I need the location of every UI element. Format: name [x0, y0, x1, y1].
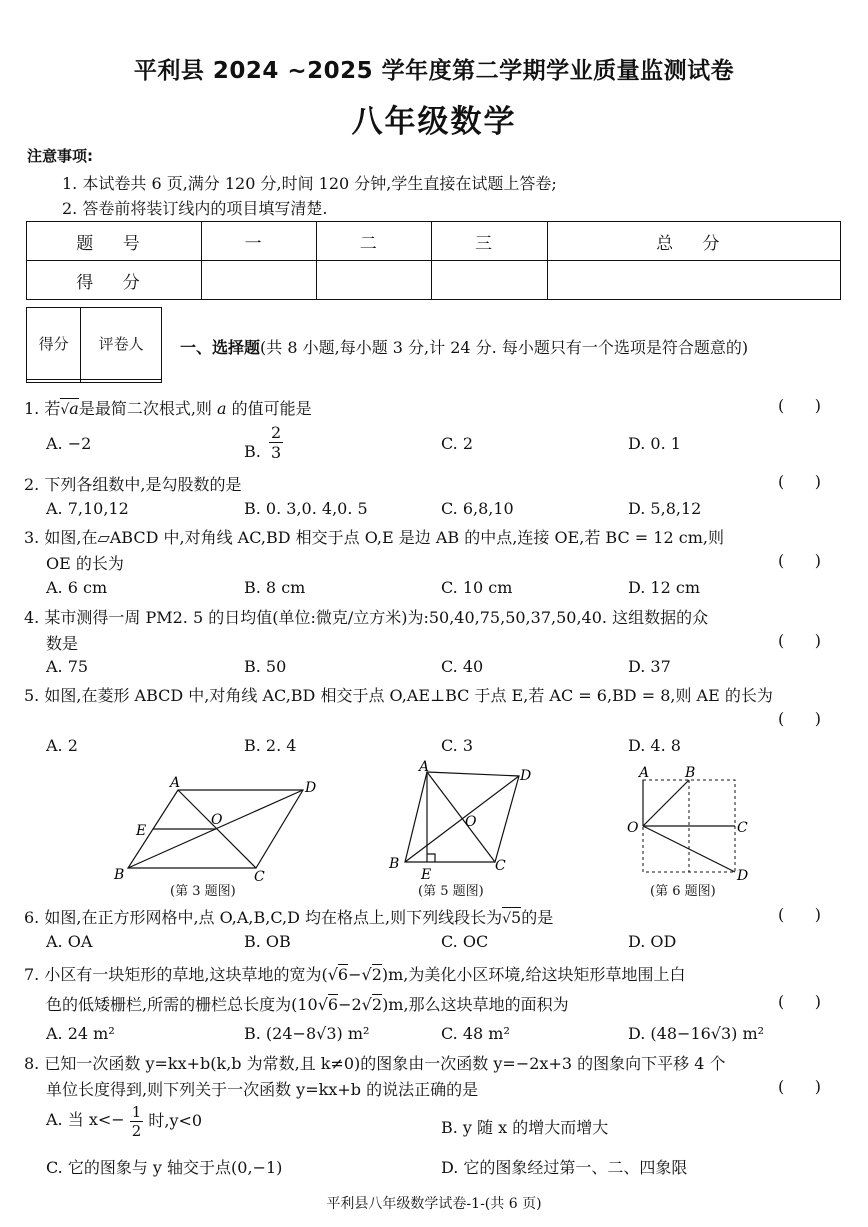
question-7-line-2: [46, 992, 569, 1015]
score-cell[interactable]: [547, 261, 840, 300]
q3-option-c[interactable]: C. 10 cm: [441, 578, 513, 597]
q8-option-a-pre: A. 当 x<−: [46, 1110, 125, 1129]
grader-name-cell[interactable]: [81, 379, 162, 382]
answer-bracket[interactable]: ( ): [778, 992, 821, 1011]
label-c: C: [737, 820, 748, 836]
figure-6-caption: (第 6 题图): [650, 884, 716, 899]
expr-sqrt6-minus-sqrt2: √6−√2: [327, 965, 382, 984]
figure-3-lines: [128, 790, 303, 868]
q1-text-pre: 1. 若: [24, 399, 61, 418]
sqrt-5: √5: [502, 908, 522, 927]
q6-option-d[interactable]: D. OD: [628, 932, 677, 951]
label-b: B: [389, 856, 400, 872]
fraction-numerator: 2: [270, 423, 282, 442]
q2-option-c[interactable]: C. 6,8,10: [441, 499, 514, 518]
figure-5-rhombus: [383, 758, 543, 882]
score-table-header-row: [27, 222, 841, 261]
q3-option-a[interactable]: A. 6 cm: [46, 578, 108, 597]
answer-bracket[interactable]: ( ): [778, 631, 821, 650]
answer-bracket[interactable]: ( ): [778, 551, 821, 570]
label-d: D: [520, 768, 532, 784]
q2-option-a[interactable]: A. 7,10,12: [46, 499, 129, 518]
q1-option-c[interactable]: C. 2: [441, 434, 474, 453]
q2-option-b[interactable]: B. 0. 3,0. 4,0. 5: [244, 499, 368, 518]
q4-option-c[interactable]: C. 40: [441, 657, 484, 676]
score-header-cell: 一: [202, 222, 317, 261]
q6-option-c[interactable]: C. OC: [441, 932, 489, 951]
q8-option-a-post: 时,y<0: [148, 1111, 203, 1130]
label-e: E: [136, 823, 147, 839]
grader-score-label: 得分: [27, 308, 81, 380]
q1-option-b-label: B.: [244, 442, 261, 461]
q4-option-a[interactable]: A. 75: [46, 657, 89, 676]
q6-text-pre: 6. 如图,在正方形网格中,点 O,A,B,C,D 均在格点上,则下列线段长为: [24, 908, 503, 927]
label-o: O: [211, 812, 223, 828]
label-c: C: [254, 869, 265, 882]
page-footer: 平利县八年级数学试卷-1-(共 6 页): [326, 1196, 542, 1212]
figure-6-grid: [623, 760, 763, 884]
q7-option-d[interactable]: D. (48−16√3) m²: [628, 1024, 765, 1043]
section-description: (共 8 小题,每小题 3 分,计 24 分. 每小题只有一个选项是符合题意的): [260, 338, 749, 357]
grader-box: [26, 307, 162, 383]
exam-subtitle: 八年级数学: [351, 104, 517, 140]
q5-option-c[interactable]: C. 3: [441, 736, 474, 755]
sqrt-a: √a: [60, 399, 79, 418]
q7-line1-pre: 7. 小区有一块矩形的草地,这块草地的宽为(: [24, 965, 328, 984]
question-5-line-1: 5. 如图,在菱形 ABCD 中,对角线 AC,BD 相交于点 O,AE⊥BC 于点 E,若 AC = 6,BD = 8,则 AE 的长为: [24, 686, 773, 705]
label-o: O: [465, 814, 477, 830]
q1-option-a[interactable]: A. −2: [46, 434, 92, 453]
score-table: [26, 221, 841, 300]
section-name: 一、选择题: [180, 338, 261, 357]
q1-var: a: [217, 399, 227, 418]
question-6: [24, 905, 553, 928]
label-a: A: [419, 759, 430, 775]
figure-3-caption: (第 3 题图): [170, 884, 236, 899]
fraction-denominator: 3: [270, 443, 282, 462]
question-3-line-1: 3. 如图,在▱ABCD 中,对角线 AC,BD 相交于点 O,E 是边 AB 的中点,连接 OE,若 BC = 12 cm,则: [24, 528, 724, 547]
answer-bracket[interactable]: ( ): [778, 472, 821, 491]
fraction-denominator: 2: [131, 1122, 142, 1140]
q2-option-d[interactable]: D. 5,8,12: [628, 499, 702, 518]
question-4-line-2: 数是: [46, 634, 79, 653]
q1-text-mid: 是最简二次根式,则: [78, 399, 218, 418]
segment-ob: [643, 780, 689, 826]
score-table-score-row: [27, 261, 841, 300]
exam-title: 平利县 2024 ~2025 学年度第二学期学业质量监测试卷: [133, 58, 735, 84]
fraction: [130, 1103, 144, 1140]
q8-option-d[interactable]: D. 它的图象经过第一、二、四象限: [441, 1158, 688, 1177]
q8-option-c[interactable]: C. 它的图象与 y 轴交于点(0,−1): [46, 1158, 283, 1177]
score-header-cell: 总 分: [547, 222, 840, 261]
figure-3-parallelogram: [108, 770, 328, 882]
q3-option-d[interactable]: D. 12 cm: [628, 578, 701, 597]
label-o: O: [627, 820, 639, 836]
label-a: A: [170, 775, 181, 791]
score-header-cell: 三: [432, 222, 547, 261]
label-b: B: [685, 765, 696, 781]
score-cell[interactable]: [317, 261, 432, 300]
answer-bracket[interactable]: ( ): [778, 396, 821, 415]
q6-option-a[interactable]: A. OA: [46, 932, 93, 951]
figure-5-lines: [405, 772, 519, 862]
q7-option-c[interactable]: C. 48 m²: [441, 1024, 510, 1043]
label-c: C: [495, 858, 506, 874]
question-1: [24, 396, 312, 419]
q7-line2-pre: 色的低矮栅栏,所需的栅栏总长度为(10: [46, 995, 318, 1014]
q1-option-b[interactable]: [244, 423, 283, 462]
score-cell[interactable]: [432, 261, 547, 300]
question-4-line-1: 4. 某市测得一周 PM2. 5 的日均值(单位:微克/立方米)为:50,40,75,50,37,50,40. 这组数据的众: [24, 608, 709, 627]
score-header-cell: 题 号: [27, 222, 202, 261]
score-cell[interactable]: [202, 261, 317, 300]
fraction-numerator: 1: [131, 1103, 142, 1121]
grader-name-label: 评卷人: [81, 308, 162, 380]
section-title: [180, 335, 748, 358]
answer-bracket[interactable]: ( ): [778, 1077, 821, 1096]
question-8-line-1: 8. 已知一次函数 y=kx+b(k,b 为常数,且 k≠0)的图象由一次函数 y=−2x+3 的图象向下平移 4 个: [24, 1054, 726, 1073]
q7-line1-post: )m,为美化小区环境,给这块矩形草地围上白: [381, 965, 686, 984]
diagonal-ac: [427, 772, 495, 862]
right-angle-mark: [427, 854, 435, 862]
q6-option-b[interactable]: B. OB: [244, 932, 291, 951]
q4-option-d[interactable]: D. 37: [628, 657, 671, 676]
q8-option-a[interactable]: [46, 1103, 202, 1140]
q1-option-d[interactable]: D. 0. 1: [628, 434, 681, 453]
label-e: E: [421, 867, 432, 882]
q5-option-a[interactable]: A. 2: [46, 736, 78, 755]
answer-bracket[interactable]: ( ): [778, 905, 821, 924]
question-2: 2. 下列各组数中,是勾股数的是: [24, 475, 242, 494]
q6-radicand: 5: [511, 908, 522, 927]
q7-option-b[interactable]: B. (24−8√3) m²: [244, 1024, 370, 1043]
note-item-1: 1. 本试卷共 6 页,满分 120 分,时间 120 分钟,学生直接在试题上答卷;: [62, 174, 557, 193]
label-a: A: [639, 765, 650, 781]
question-8-line-2: 单位长度得到,则下列关于一次函数 y=kx+b 的说法正确的是: [46, 1080, 479, 1099]
label-b: B: [114, 867, 125, 882]
answer-bracket[interactable]: ( ): [778, 709, 821, 728]
q7-line2-post: )m,那么这块草地的面积为: [382, 995, 569, 1014]
question-7-line-1: [24, 962, 685, 985]
score-header-cell: 二: [317, 222, 432, 261]
fraction: [269, 423, 283, 462]
q6-text-post: 的是: [521, 908, 554, 927]
q7-option-a[interactable]: A. 24 m²: [46, 1024, 115, 1043]
figure-5-caption: (第 5 题图): [418, 884, 484, 899]
q1-text-post: 的值可能是: [226, 399, 312, 418]
label-d: D: [305, 780, 317, 796]
notes-heading: 注意事项:: [27, 147, 93, 165]
diagonal-bd: [405, 776, 519, 862]
grader-score-cell[interactable]: [27, 379, 81, 382]
label-d: D: [737, 868, 749, 884]
question-3-line-2: OE 的长为: [46, 554, 124, 573]
q5-option-d[interactable]: D. 4. 8: [628, 736, 681, 755]
q4-option-b[interactable]: B. 50: [244, 657, 287, 676]
note-item-2: 2. 答卷前将装订线内的项目填写清楚.: [62, 199, 328, 218]
expr-sqrt6-minus-2sqrt2: √6−2√2: [317, 995, 383, 1014]
q1-var: a: [69, 399, 79, 418]
score-row-label: 得 分: [27, 261, 202, 300]
q8-option-b[interactable]: B. y 随 x 的增大而增大: [441, 1118, 609, 1137]
q3-option-b[interactable]: B. 8 cm: [244, 578, 306, 597]
q5-option-b[interactable]: B. 2. 4: [244, 736, 297, 755]
